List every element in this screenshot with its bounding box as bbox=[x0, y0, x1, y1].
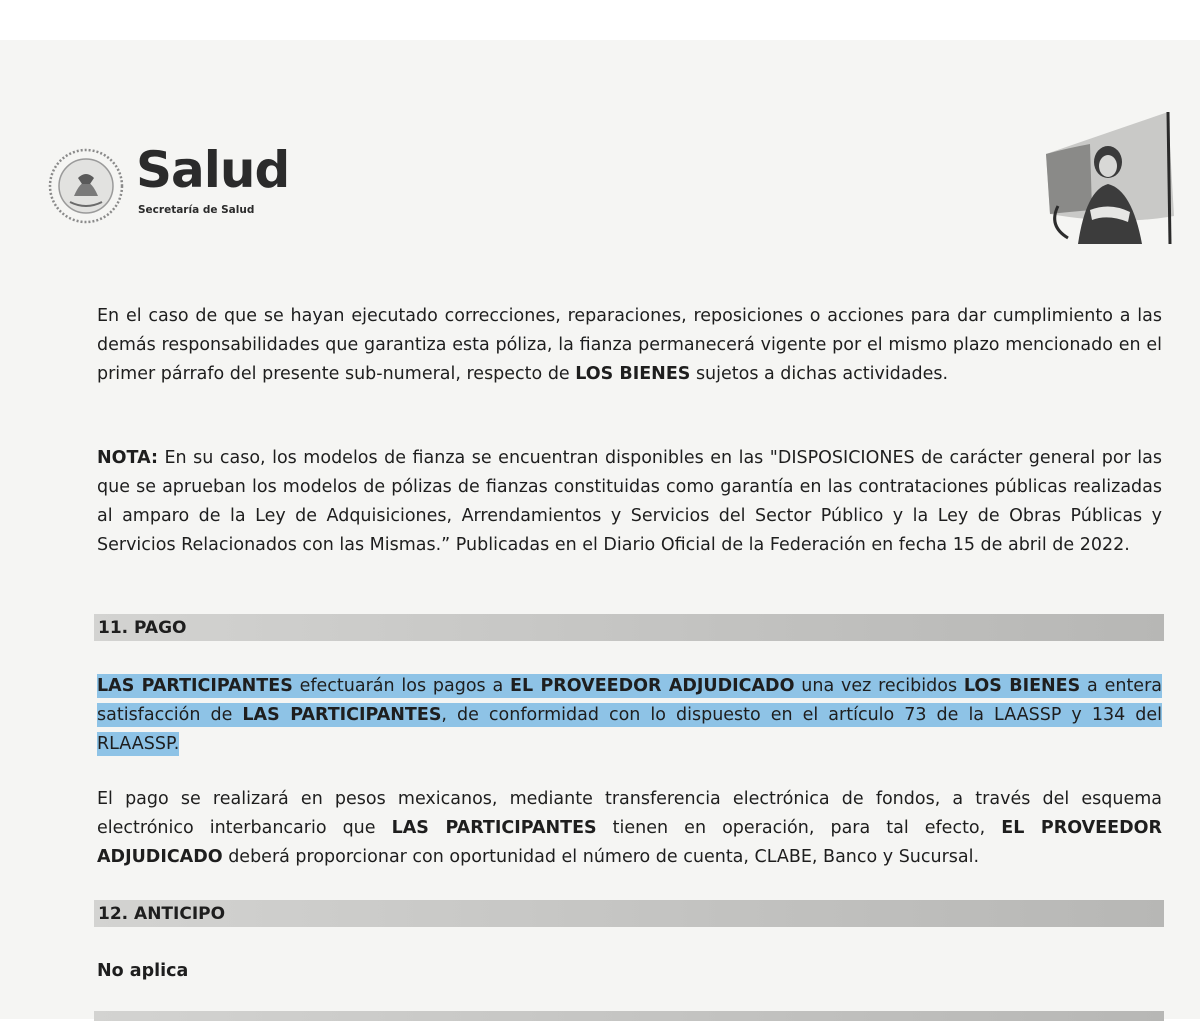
paragraph-pagos-highlighted: LAS PARTICIPANTES efectuarán los pagos a EL PROVEEDOR ADJUDICADO una vez recibidos LOS BIENES a entera satisfacción de LAS PARTICIPANTES, de conformidad con lo dispuesto en el artículo 73 de la LAASSP y 134 del RLAASSP. bbox=[97, 676, 1162, 754]
anticipo-value: No aplica bbox=[97, 961, 189, 981]
section-heading-anticipo: 12. ANTICIPO bbox=[94, 900, 1164, 927]
brand-subtitle: Secretaría de Salud bbox=[138, 204, 255, 216]
paragraph-pago-transferencia: El pago se realizará en pesos mexicanos, mediante transferencia electrónica de fondos, a través del esquema electrónico interbancario que LAS PARTICIPANTES tienen en operación, para tal efecto, EL PROVEEDOR ADJUDICADO deberá proporcionar con oportunidad el número de cuenta, CLABE, Banco y Sucursal. bbox=[97, 789, 1162, 867]
brand-title: Salud bbox=[136, 141, 290, 199]
woman-with-flag-icon bbox=[1038, 106, 1178, 246]
paragraph-nota: NOTA: En su caso, los modelos de fianza se encuentran disponibles en las "DISPOSICIONES de carácter general por las que se aprueban los modelos de pólizas de fianzas constituidas como garantía en las contrataciones públicas realizadas al amparo de la Ley de Adquisiciones, Arrendamientos y Servicios del Sector Público y la Ley de Obras Públicas y Servicios Relacionados con las Mismas.” Publicadas en el Diario Oficial de la Federación en fecha 15 de abril de 2022. bbox=[97, 448, 1162, 555]
mexico-coat-of-arms-icon bbox=[48, 148, 124, 224]
paragraph-fianza-vigencia: En el caso de que se hayan ejecutado correcciones, reparaciones, reposiciones o acciones para dar cumplimiento a las demás responsabilidades que garantiza esta póliza, la fianza permanecerá vigente por el mismo plazo mencionado en el primer párrafo del presente sub-numeral, respecto de LOS BIENES sujetos a dichas actividades. bbox=[97, 306, 1162, 384]
section-heading-next bbox=[94, 1011, 1164, 1021]
section-heading-pago: 11. PAGO bbox=[94, 614, 1164, 641]
